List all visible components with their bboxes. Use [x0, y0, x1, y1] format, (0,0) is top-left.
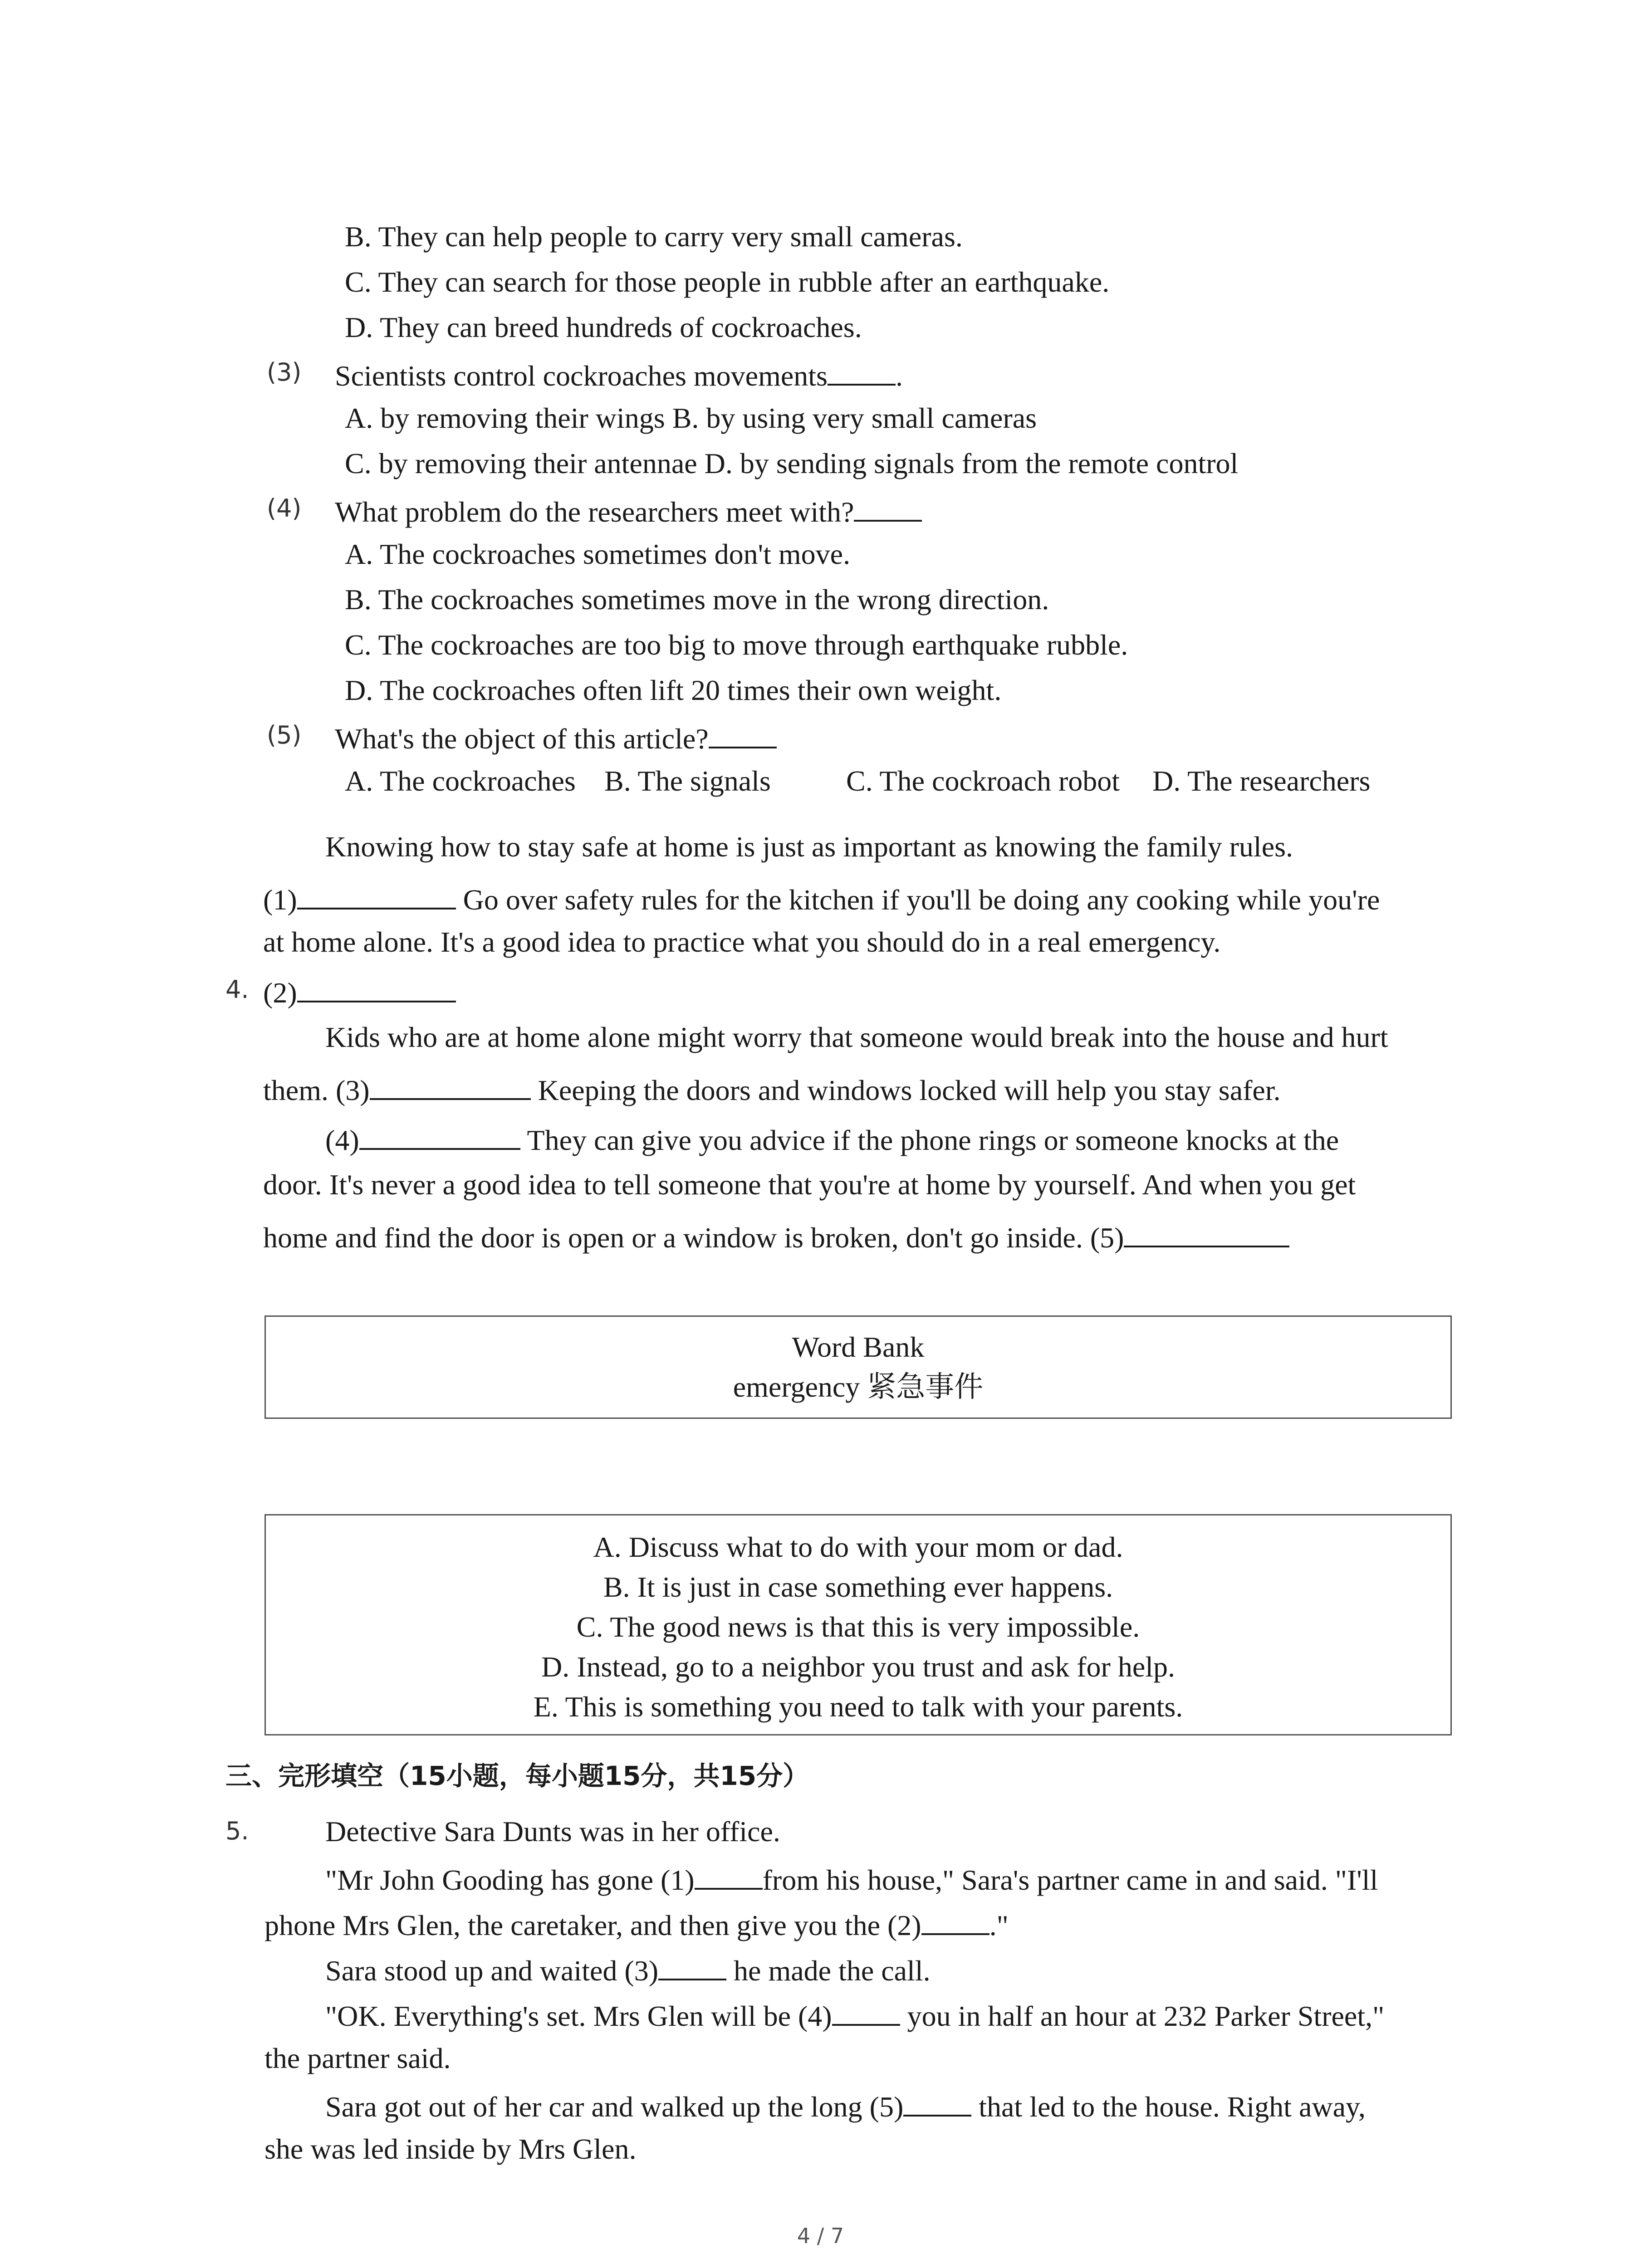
q5-line4 — [325, 1953, 931, 1985]
q3-sub2-option-c: C. They can search for those people in rubble after an earthquake. — [345, 266, 1110, 298]
word-bank-title: Word Bank — [792, 1331, 925, 1363]
q4-paragraph3-text: Keeping the doors and windows locked will help you stay safer. — [538, 1074, 1281, 1106]
q3-sub3-question: Scientists control cockroaches movements . — [335, 358, 903, 391]
answer-blank[interactable] — [695, 1862, 763, 1890]
q5-line2 — [325, 1862, 1378, 1895]
answer-blank[interactable] — [709, 721, 777, 748]
q5-number: 5. — [225, 1817, 249, 1845]
option-d: D. Instead, go to a neighbor you trust and ask for help. — [541, 1651, 1176, 1683]
q3-sub3-number: (3) — [267, 358, 302, 386]
q5-line8: she was led inside by Mrs Glen. — [265, 2133, 637, 2165]
answer-blank[interactable] — [854, 494, 922, 522]
answer-blank[interactable] — [297, 975, 456, 1002]
q3-sub4-question-text: What problem do the researchers meet with? — [335, 496, 854, 528]
answer-blank[interactable] — [832, 1999, 900, 2026]
q4-paragraph1: Knowing how to stay safe at home is just as important as knowing the family rules. — [325, 831, 1293, 863]
q3-sub2-option-d: D. They can breed hundreds of cockroaches. — [345, 311, 862, 343]
q5-line5-post: you in half an hour at 232 Parker Street," — [907, 2000, 1385, 2032]
q4-blank1-label: (1) — [263, 884, 297, 916]
q3-sub4-question — [335, 494, 922, 527]
q5-line3-post: ." — [989, 1909, 1009, 1941]
q5-line2-pre: "Mr John Gooding has gone (1) — [325, 1864, 695, 1896]
q3-sub4-option-b: B. The cockroaches sometimes move in the wrong direction. — [345, 583, 1049, 616]
q3-sub5-option-a: A. The cockroaches — [345, 765, 576, 797]
q5-line1: Detective Sara Dunts was in her office. — [325, 1815, 780, 1848]
word-bank-box — [265, 1315, 1452, 1419]
option-b: B. It is just in case something ever happens. — [603, 1571, 1113, 1603]
q4-blank2-label: (2) — [263, 977, 297, 1009]
q4-paragraph4-text: They can give you advice if the phone rings or someone knocks at the — [527, 1124, 1339, 1156]
q5-line6: the partner said. — [265, 2042, 451, 2074]
q3-sub3-options-row2: C. by removing their antennae D. by sending signals from the remote control — [345, 447, 1239, 479]
q4-paragraph3-line2 — [263, 1073, 1281, 1105]
q4-paragraph2-text: Go over safety rules for the kitchen if you'll be doing any cooking while you're — [463, 884, 1380, 916]
option-a: A. Discuss what to do with your mom or dad. — [593, 1531, 1123, 1563]
q4-paragraph2-line1 — [263, 882, 1380, 914]
q5-line3-pre: phone Mrs Glen, the caretaker, and then give you the (2) — [265, 1909, 921, 1941]
answer-blank[interactable] — [828, 358, 896, 386]
q3-sub5-number: (5) — [267, 721, 302, 749]
q3-sub5-option-d: D. The researchers — [1152, 765, 1371, 797]
q4-blank3-label: them. (3) — [263, 1074, 370, 1106]
answer-blank[interactable] — [658, 1953, 726, 1980]
word-bank-entry: emergency 紧急事件 — [733, 1371, 984, 1403]
answer-blank[interactable] — [370, 1073, 531, 1100]
q5-line5-pre: "OK. Everything's set. Mrs Glen will be (4) — [325, 2000, 832, 2032]
q5-line2-post: from his house," Sara's partner came in and said. "I'll — [762, 1864, 1378, 1896]
q4-number: 4. — [225, 975, 249, 1004]
q5-line4-pre: Sara stood up and waited (3) — [325, 1955, 659, 1987]
q3-sub5-option-b: B. The signals — [604, 765, 771, 797]
q5-line4-post: he made the call. — [734, 1955, 931, 1987]
answer-blank[interactable] — [903, 2089, 971, 2116]
answer-blank[interactable] — [359, 1123, 520, 1150]
options-box — [265, 1514, 1452, 1735]
q3-sub5-question — [335, 721, 777, 753]
q5-line7-pre: Sara got out of her car and walked up the long (5) — [325, 2091, 904, 2123]
section-heading: 三、完形填空（15小题，每小题15分，共15分） — [225, 1760, 809, 1791]
q3-sub3-question-text: Scientists control cockroaches movements — [335, 360, 828, 392]
q4-blank2-line — [263, 975, 456, 1007]
q5-line3 — [265, 1908, 1009, 1940]
answer-blank[interactable] — [297, 882, 456, 909]
q3-sub4-option-d: D. The cockroaches often lift 20 times their own weight. — [345, 674, 1002, 706]
q3-sub2-option-b: B. They can help people to carry very small cameras. — [345, 220, 963, 253]
answer-blank[interactable] — [1124, 1220, 1289, 1247]
q3-sub5-option-c: C. The cockroach robot — [846, 765, 1120, 797]
q5-line7-post: that led to the house. Right away, — [979, 2091, 1366, 2123]
q3-sub4-option-c: C. The cockroaches are too big to move through earthquake rubble. — [345, 629, 1128, 661]
q4-paragraph2-line2: at home alone. It's a good idea to practice what you should do in a real emergency. — [263, 926, 1221, 958]
q3-sub3-options-row1: A. by removing their wings B. by using very small cameras — [345, 402, 1037, 434]
page-number: 4 / 7 — [797, 2224, 844, 2248]
option-c: C. The good news is that this is very impossible. — [576, 1611, 1140, 1643]
q4-paragraph4-line2: door. It's never a good idea to tell someone that you're at home by yourself. And when you get — [263, 1168, 1356, 1201]
q4-paragraph4-text3: home and find the door is open or a window is broken, don't go inside. (5) — [263, 1222, 1124, 1254]
q4-blank4-label: (4) — [325, 1124, 359, 1156]
answer-blank[interactable] — [921, 1908, 989, 1935]
q3-sub4-option-a: A. The cockroaches sometimes don't move. — [345, 538, 851, 570]
q4-paragraph4-line1 — [325, 1123, 1339, 1155]
option-e: E. This is something you need to talk with your parents. — [533, 1691, 1183, 1723]
q5-line7 — [325, 2089, 1366, 2121]
q5-line5 — [325, 1999, 1384, 2031]
q4-paragraph3-line1: Kids who are at home alone might worry that someone would break into the house and hurt — [325, 1021, 1388, 1053]
q4-paragraph4-line3 — [263, 1220, 1289, 1252]
q3-sub4-number: (4) — [267, 494, 302, 523]
q3-sub5-question-text: What's the object of this article? — [335, 723, 709, 755]
